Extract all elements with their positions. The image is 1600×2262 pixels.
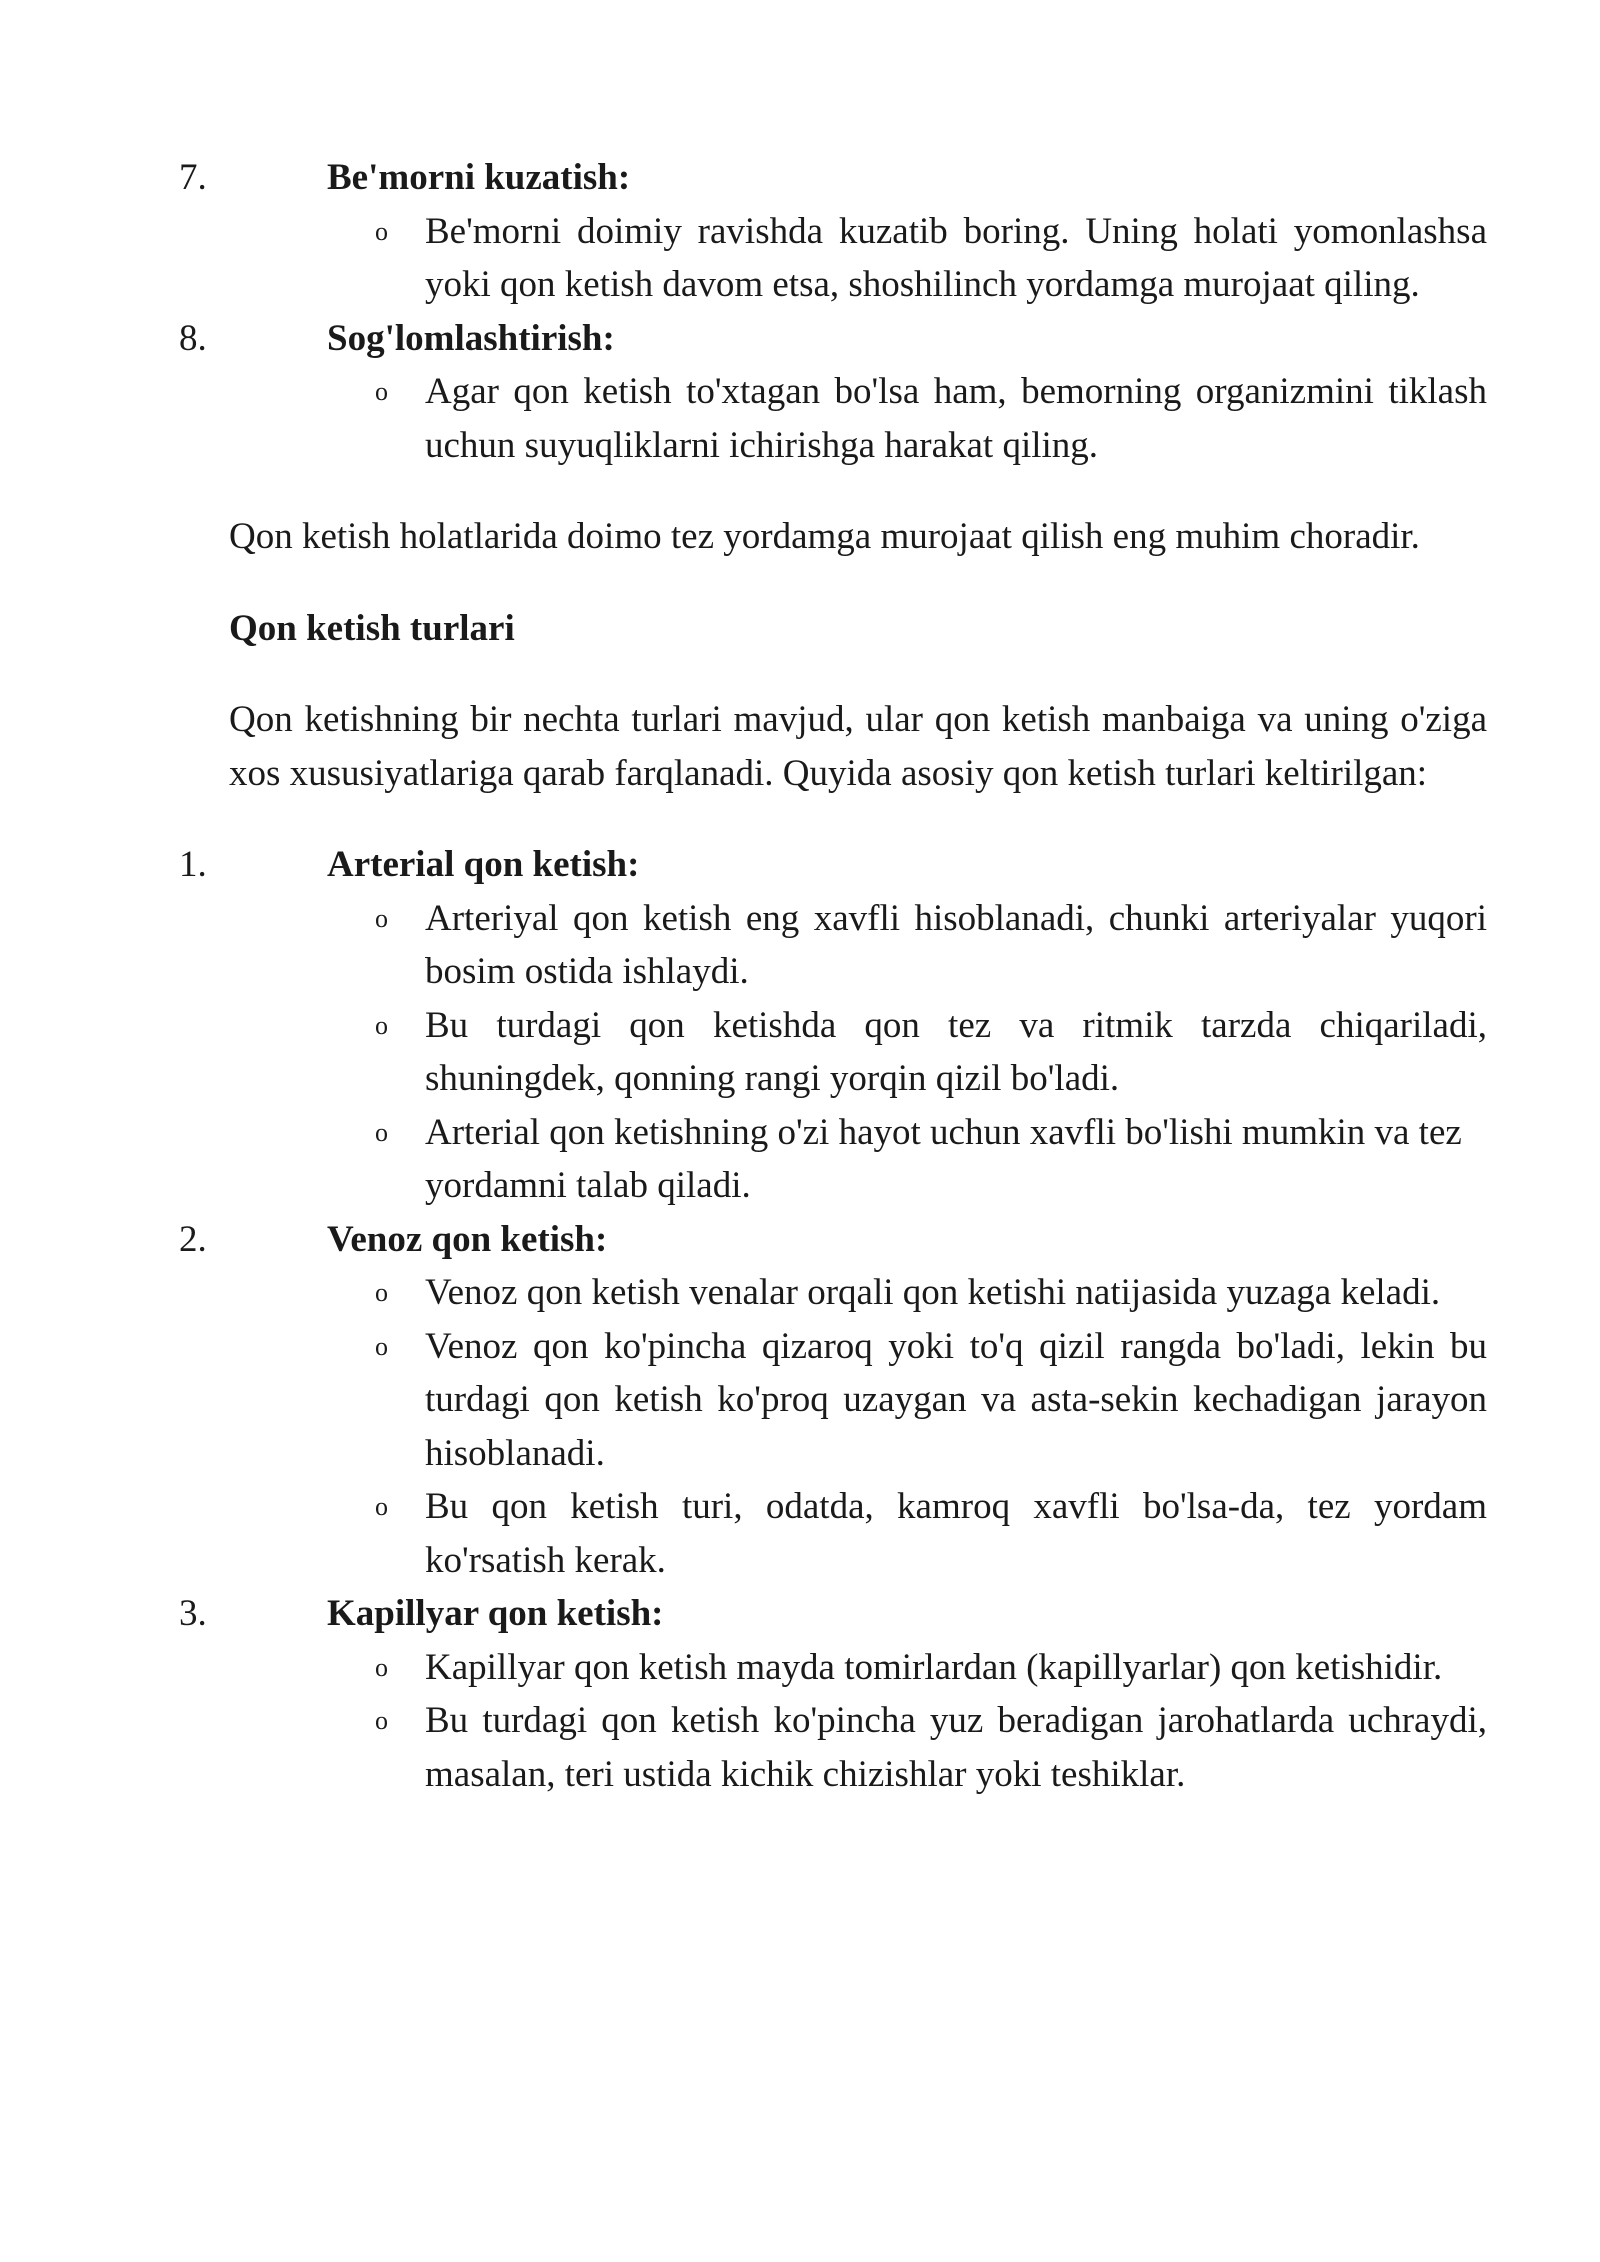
sub-bullet-item	[327, 1266, 1487, 1320]
sub-bullet-item	[327, 365, 1487, 472]
sub-bullet-item	[327, 1320, 1487, 1481]
item-title: Be'morni kuzatish:	[327, 157, 631, 198]
hollow-bullet-icon: o	[375, 377, 388, 406]
hollow-bullet-icon: o	[375, 1117, 388, 1147]
hollow-bullet-icon: o	[375, 1010, 388, 1040]
sub-bullet-item	[327, 205, 1487, 312]
bullet-text: Kapillyar qon ketish mayda tomirlardan (kapillyarlar) qon ketishidir.	[425, 1646, 1443, 1688]
sub-bullet-item	[327, 892, 1487, 999]
sub-bullet-list	[327, 365, 1487, 472]
item-title: Sog'lomlashtirish:	[327, 317, 615, 359]
sub-bullet-list	[327, 1266, 1487, 1587]
paragraph-intro: Qon ketishning bir nechta turlari mavjud, ular qon ketish manbaiga va uning o'ziga xos xususiyatlariga qarab farqlanadi. Quyida asosiy qon ketish turlari keltirilgan:	[229, 699, 1487, 794]
bullet-text: Arterial qon ketishning o'zi hayot uchun xavfli bo'lishi mumkin va tez yordamni talab qiladi.	[425, 1111, 1462, 1206]
bullet-text: Bu turdagi qon ketishda qon tez va ritmik tarzda chiqariladi, shuningdek, qonning rangi yorqin qizil bo'ladi.	[425, 1004, 1487, 1099]
document-content	[179, 151, 1487, 1801]
numbered-list-first-aid-steps	[179, 151, 1487, 472]
sub-bullet-item	[327, 1106, 1499, 1213]
bullet-text: Venoz qon ko'pincha qizaroq yoki to'q qizil rangda bo'ladi, lekin bu turdagi qon ketish ko'proq uzaygan va asta-sekin kechadigan jarayon hisoblanadi.	[425, 1325, 1487, 1474]
sub-bullet-list	[327, 1641, 1487, 1802]
bullet-text: Be'morni doimiy ravishda kuzatib boring. Uning holati yomonlashsa yoki qon ketish davom etsa, shoshilinch yordamga murojaat qiling.	[425, 210, 1487, 305]
sub-bullet-list	[327, 205, 1487, 312]
hollow-bullet-icon: o	[375, 1331, 388, 1361]
list-item-venous	[179, 1213, 1487, 1588]
hollow-bullet-icon: o	[375, 1706, 388, 1735]
bullet-text: Bu turdagi qon ketish ko'pincha yuz beradigan jarohatlarda uchraydi, masalan, teri ustida kichik chizishlar yoki teshiklar.	[425, 1700, 1487, 1795]
sub-bullet-item	[327, 999, 1487, 1106]
item-number: 2.	[179, 1218, 207, 1260]
list-item-step-7	[179, 151, 1487, 312]
hollow-bullet-icon: o	[375, 1652, 388, 1682]
hollow-bullet-icon: o	[375, 903, 388, 933]
hollow-bullet-icon: o	[375, 1278, 388, 1307]
sub-bullet-item	[327, 1480, 1487, 1587]
bullet-text: Arteriyal qon ketish eng xavfli hisoblanadi, chunki arteriyalar yuqori bosim ostida ishlaydi.	[425, 897, 1487, 992]
sub-bullet-item	[327, 1641, 1487, 1695]
list-item-arterial	[179, 838, 1487, 1213]
item-title: Venoz qon ketish:	[327, 1218, 608, 1260]
hollow-bullet-icon: o	[375, 1492, 388, 1521]
item-number: 8.	[179, 317, 207, 359]
section-heading: Qon ketish turlari	[229, 607, 515, 649]
sub-bullet-item	[327, 1694, 1487, 1801]
numbered-list-bleeding-types	[179, 838, 1487, 1801]
item-number: 1.	[179, 844, 207, 885]
item-title: Kapillyar qon ketish:	[327, 1593, 664, 1634]
item-title: Arterial qon ketish:	[327, 844, 640, 885]
list-item-capillary	[179, 1587, 1487, 1801]
bullet-text: Venoz qon ketish venalar orqali qon ketishi natijasida yuzaga keladi.	[425, 1272, 1441, 1313]
bullet-text: Bu qon ketish turi, odatda, kamroq xavfli bo'lsa-da, tez yordam ko'rsatish kerak.	[425, 1486, 1487, 1581]
hollow-bullet-icon: o	[375, 216, 388, 246]
sub-bullet-list	[327, 892, 1487, 1213]
item-number: 3.	[179, 1593, 207, 1634]
paragraph-conclusion: Qon ketish holatlarida doimo tez yordamga murojaat qilish eng muhim choradir.	[229, 516, 1420, 557]
bullet-text: Agar qon ketish to'xtagan bo'lsa ham, bemorning organizmini tiklash uchun suyuqliklarni ichirishga harakat qiling.	[425, 371, 1487, 466]
item-number: 7.	[179, 157, 207, 198]
list-item-step-8	[179, 312, 1487, 473]
